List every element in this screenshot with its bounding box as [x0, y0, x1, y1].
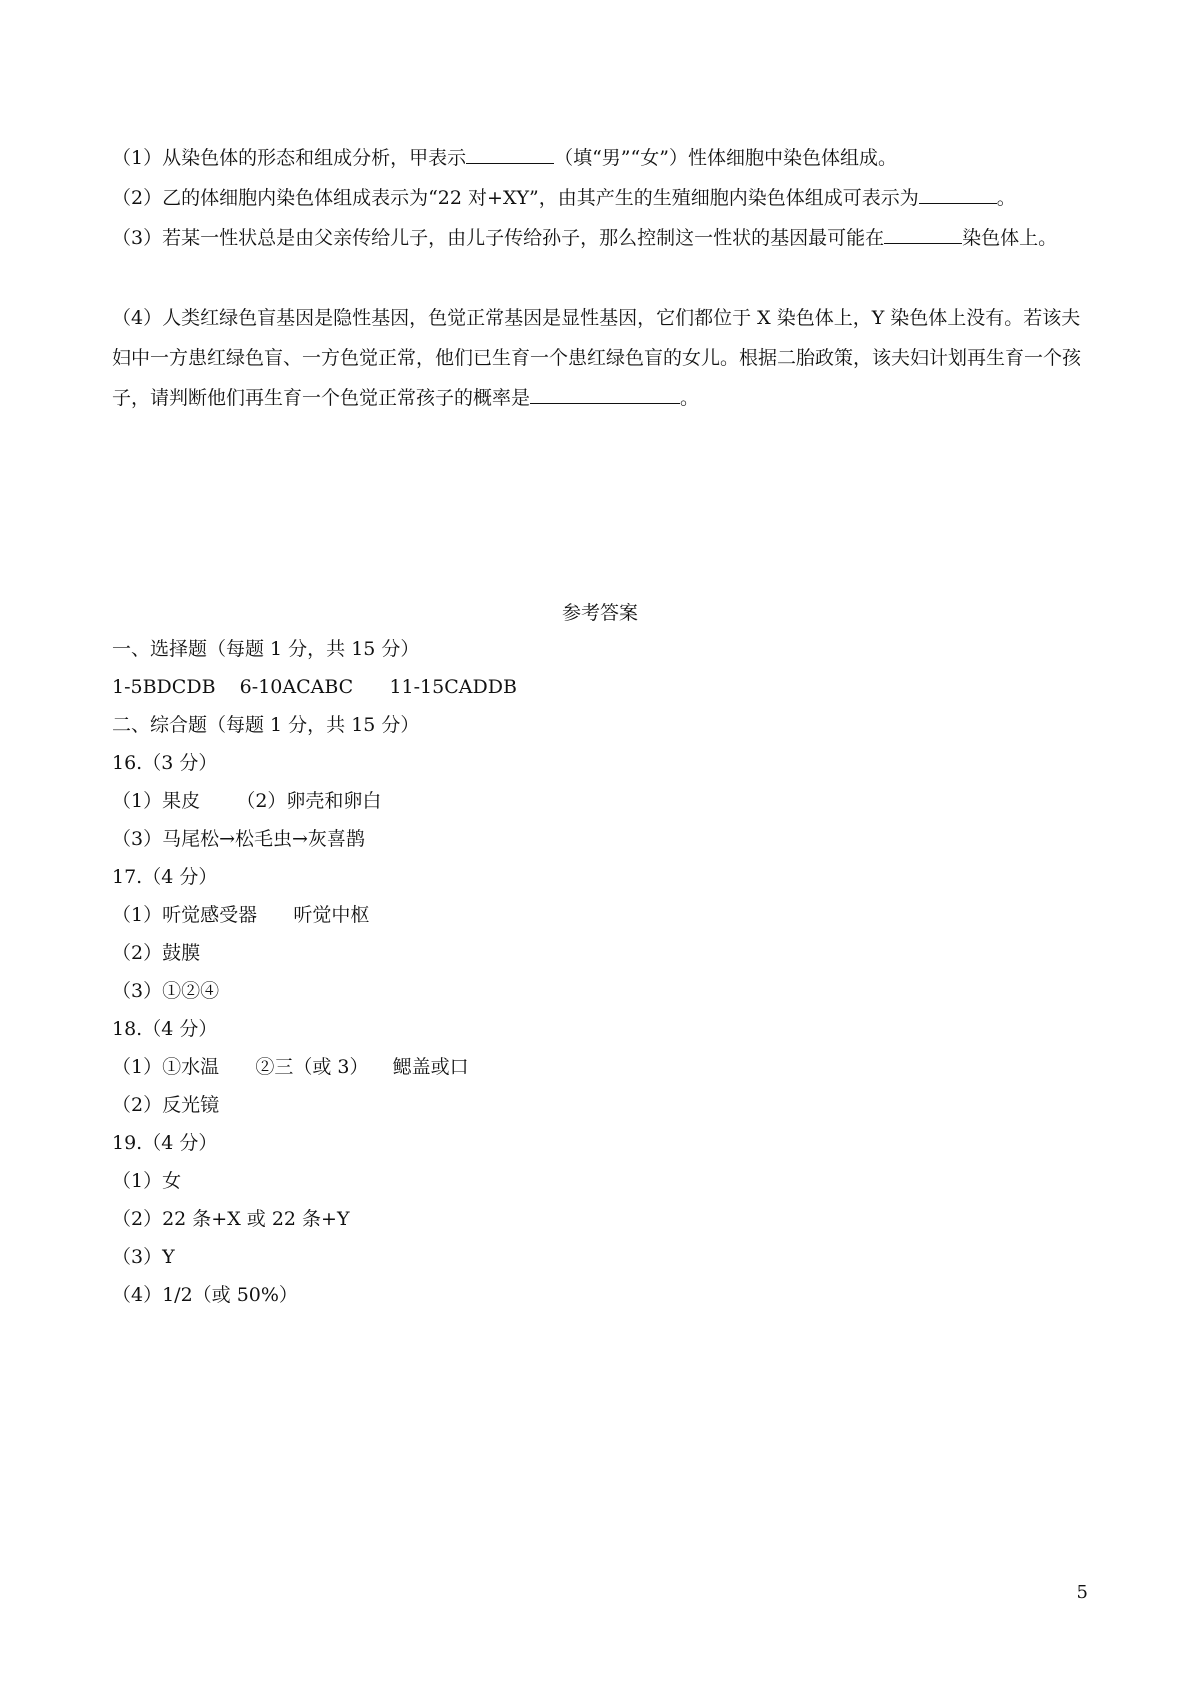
answer-line: 18.（4 分） [112, 1018, 218, 1040]
answer-line: （3）Y [112, 1246, 175, 1268]
question-3-text: （3）若某一性状总是由父亲传给儿子，由儿子传给孙子，那么控制这一性状的基因最可能在 [112, 227, 885, 249]
answer-blank-3[interactable] [884, 223, 962, 244]
answer-line: （2）反光镜 [112, 1094, 220, 1116]
answer-line: （4）1/2（或 50%） [112, 1284, 298, 1306]
question-1-suffix: （填“男”“女”）性体细胞中染色体组成。 [554, 147, 897, 169]
question-2 [112, 178, 1092, 218]
question-3 [112, 218, 1092, 258]
answer-line: （1）①水温 ②三（或 3） 鳃盖或口 [112, 1056, 469, 1078]
question-4-text: （4）人类红绿色盲基因是隐性基因，色觉正常基因是显性基因，它们都位于 X 染色体上，Y 染色体上没有。若该夫妇中一方患红绿色盲、一方色觉正常，他们已生育一个患红绿色盲的女儿。根据二胎政策，该夫妇计划再生育一个孩子，请判断他们再生育一个色觉正常孩子的概率是 [112, 307, 1082, 409]
answer-line: （2）22 条+X 或 22 条+Y [112, 1208, 350, 1230]
answer-line: 17.（4 分） [112, 866, 218, 888]
answer-blank-4[interactable] [530, 383, 680, 404]
question-1 [112, 138, 1092, 178]
page-number: 5 [1076, 1582, 1088, 1603]
answer-blank-2[interactable] [919, 183, 997, 204]
question-4 [112, 298, 1092, 418]
answer-line: 16.（3 分） [112, 752, 218, 774]
answer-line: （3）马尾松→松毛虫→灰喜鹊 [112, 828, 365, 850]
answer-key-title: 参考答案 [561, 602, 638, 624]
answer-line: 二、综合题（每题 1 分，共 15 分） [112, 714, 420, 736]
answer-line: 19.（4 分） [112, 1132, 218, 1154]
answer-line: （1）听觉感受器 听觉中枢 [112, 904, 370, 926]
question-2-suffix: 。 [996, 187, 1016, 209]
answer-line: （2）鼓膜 [112, 942, 201, 964]
answer-line: （1）果皮 （2）卵壳和卵白 [112, 790, 382, 812]
answer-line: （3）①②④ [112, 980, 220, 1002]
question-3-suffix: 染色体上。 [962, 227, 1058, 249]
question-1-text: （1）从染色体的形态和组成分析，甲表示 [112, 147, 467, 169]
answer-line: 1-5BDCDB 6-10ACABC 11-15CADDB [112, 676, 517, 698]
question-4-suffix: 。 [680, 387, 700, 409]
answer-line: 一、选择题（每题 1 分，共 15 分） [112, 638, 420, 660]
answer-blank-1[interactable] [466, 143, 554, 164]
answer-line: （1）女 [112, 1170, 182, 1192]
question-2-text: （2）乙的体细胞内染色体组成表示为“22 对+XY”，由其产生的生殖细胞内染色体组成可表示为 [112, 187, 919, 209]
